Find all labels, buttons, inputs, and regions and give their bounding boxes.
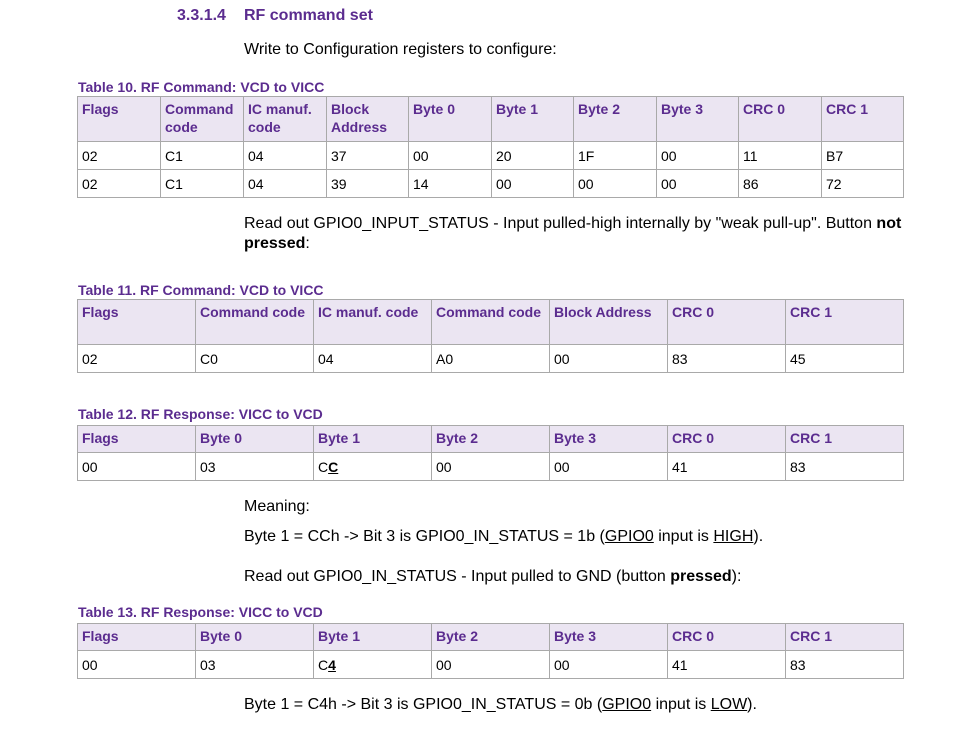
section-number: 3.3.1.4 [177, 7, 226, 24]
table10-header: Command code [161, 97, 244, 142]
byte1-prefix: C [318, 459, 329, 475]
read-out-colon: : [305, 235, 310, 252]
table-cell: 20 [492, 142, 574, 170]
table13 [77, 623, 904, 679]
table12-header-row [78, 426, 904, 453]
table-cell: 00 [78, 651, 196, 679]
table-row [78, 345, 904, 373]
table12-caption: Table 12. RF Response: VICC to VCD [78, 406, 323, 422]
section-heading [177, 7, 373, 25]
byte1-low-post: ). [747, 696, 757, 713]
low-level: LOW [710, 696, 748, 713]
table-cell: 00 [78, 453, 196, 481]
pressed-paragraph [244, 567, 741, 587]
table12-header: Flags [78, 426, 196, 453]
table-cell: 41 [668, 453, 786, 481]
table-row [78, 453, 904, 481]
table-cell: 04 [314, 345, 432, 373]
table-cell: 00 [409, 142, 492, 170]
table-cell: 83 [786, 453, 904, 481]
table-cell: 86 [739, 170, 822, 198]
table12-header: Byte 1 [314, 426, 432, 453]
table11-header: IC manuf. code [314, 300, 432, 345]
table12-header: Byte 2 [432, 426, 550, 453]
table-cell: 00 [657, 142, 739, 170]
table-cell [314, 453, 432, 481]
table12-header: CRC 1 [786, 426, 904, 453]
table11-header: CRC 1 [786, 300, 904, 345]
table11 [77, 299, 904, 373]
byte1-low-paragraph [244, 695, 757, 715]
gpio0-link: GPIO0 [602, 696, 652, 713]
table-cell: C1 [161, 170, 244, 198]
table-row [78, 170, 904, 198]
table10-header: Byte 0 [409, 97, 492, 142]
table-cell: 14 [409, 170, 492, 198]
byte1-highlight: 4 [328, 657, 336, 673]
table-cell: 02 [78, 142, 161, 170]
table-cell: 00 [550, 651, 668, 679]
gpio0-link: GPIO0 [604, 528, 654, 545]
table11-caption: Table 11. RF Command: VCD to VICC [78, 282, 324, 298]
intro-paragraph: Write to Configuration registers to configure: [244, 41, 557, 58]
table10-caption: Table 10. RF Command: VCD to VICC [78, 79, 325, 95]
section-title: RF command set [244, 7, 373, 24]
table-cell: 11 [739, 142, 822, 170]
table12 [77, 425, 904, 481]
table-cell: B7 [822, 142, 904, 170]
byte1-high-post: ). [753, 528, 764, 545]
table13-header: CRC 0 [668, 624, 786, 651]
table10-header: Byte 3 [657, 97, 739, 142]
table10 [77, 96, 904, 198]
table-cell [314, 651, 432, 679]
table-cell: 03 [196, 651, 314, 679]
table-cell: 00 [657, 170, 739, 198]
table-cell: 41 [668, 651, 786, 679]
table10-header: CRC 1 [822, 97, 904, 142]
byte1-high-mid: input is [653, 528, 714, 545]
byte1-highlight: C [328, 459, 339, 475]
table12-header: Byte 0 [196, 426, 314, 453]
read-out-paragraph [244, 214, 904, 254]
table-cell: 03 [196, 453, 314, 481]
table10-header-row [78, 97, 904, 142]
high-level: HIGH [713, 528, 754, 545]
byte1-low-mid: input is [651, 696, 711, 713]
table-row [78, 651, 904, 679]
table-cell: 45 [786, 345, 904, 373]
table13-header: Byte 1 [314, 624, 432, 651]
table11-header-row [78, 300, 904, 345]
byte1-high-paragraph [244, 527, 763, 547]
table12-header: CRC 0 [668, 426, 786, 453]
table11-header: CRC 0 [668, 300, 786, 345]
table10-header: Flags [78, 97, 161, 142]
table-cell: 83 [786, 651, 904, 679]
table-cell: 83 [668, 345, 786, 373]
table-cell: 00 [432, 651, 550, 679]
table13-caption: Table 13. RF Response: VICC to VCD [78, 604, 323, 620]
table10-header: Block Address [327, 97, 409, 142]
table10-header: Byte 2 [574, 97, 657, 142]
table-cell: 02 [78, 345, 196, 373]
table13-header-row [78, 624, 904, 651]
table13-header: Byte 3 [550, 624, 668, 651]
pressed-bold: pressed [670, 568, 732, 585]
table-cell: 37 [327, 142, 409, 170]
table-cell: 00 [550, 453, 668, 481]
byte1-prefix: C [318, 657, 329, 673]
table11-header: Flags [78, 300, 196, 345]
table-cell: 39 [327, 170, 409, 198]
pressed-post: ): [731, 568, 742, 585]
pressed-pre: Read out GPIO0_IN_STATUS - Input pulled to GND (button [244, 568, 671, 585]
table10-header: CRC 0 [739, 97, 822, 142]
table13-header: Flags [78, 624, 196, 651]
table13-header: CRC 1 [786, 624, 904, 651]
table-cell: 00 [432, 453, 550, 481]
table-cell: 04 [244, 142, 327, 170]
table-cell: 02 [78, 170, 161, 198]
table-cell: C0 [196, 345, 314, 373]
table10-header: IC manuf. code [244, 97, 327, 142]
not-pressed-bold: not pressed [244, 215, 902, 252]
meaning-label: Meaning: [244, 498, 310, 515]
table11-header: Command code [196, 300, 314, 345]
table-cell: A0 [432, 345, 550, 373]
table11-header: Block Address [550, 300, 668, 345]
table-cell: 1F [574, 142, 657, 170]
table-cell: C1 [161, 142, 244, 170]
table-cell: 72 [822, 170, 904, 198]
table-cell: 04 [244, 170, 327, 198]
table-cell: 00 [550, 345, 668, 373]
read-out-text: Read out GPIO0_INPUT_STATUS - Input pulled-high internally by "weak pull-up". Button [244, 215, 872, 232]
byte1-high-pre: Byte 1 = CCh -> Bit 3 is GPIO0_IN_STATUS = 1b ( [244, 528, 605, 545]
table13-header: Byte 0 [196, 624, 314, 651]
table12-header: Byte 3 [550, 426, 668, 453]
table-cell: 00 [492, 170, 574, 198]
table-row [78, 142, 904, 170]
table-cell: 00 [574, 170, 657, 198]
table11-header: Command code [432, 300, 550, 345]
table10-header: Byte 1 [492, 97, 574, 142]
table13-header: Byte 2 [432, 624, 550, 651]
byte1-low-pre: Byte 1 = C4h -> Bit 3 is GPIO0_IN_STATUS = 0b ( [244, 696, 603, 713]
